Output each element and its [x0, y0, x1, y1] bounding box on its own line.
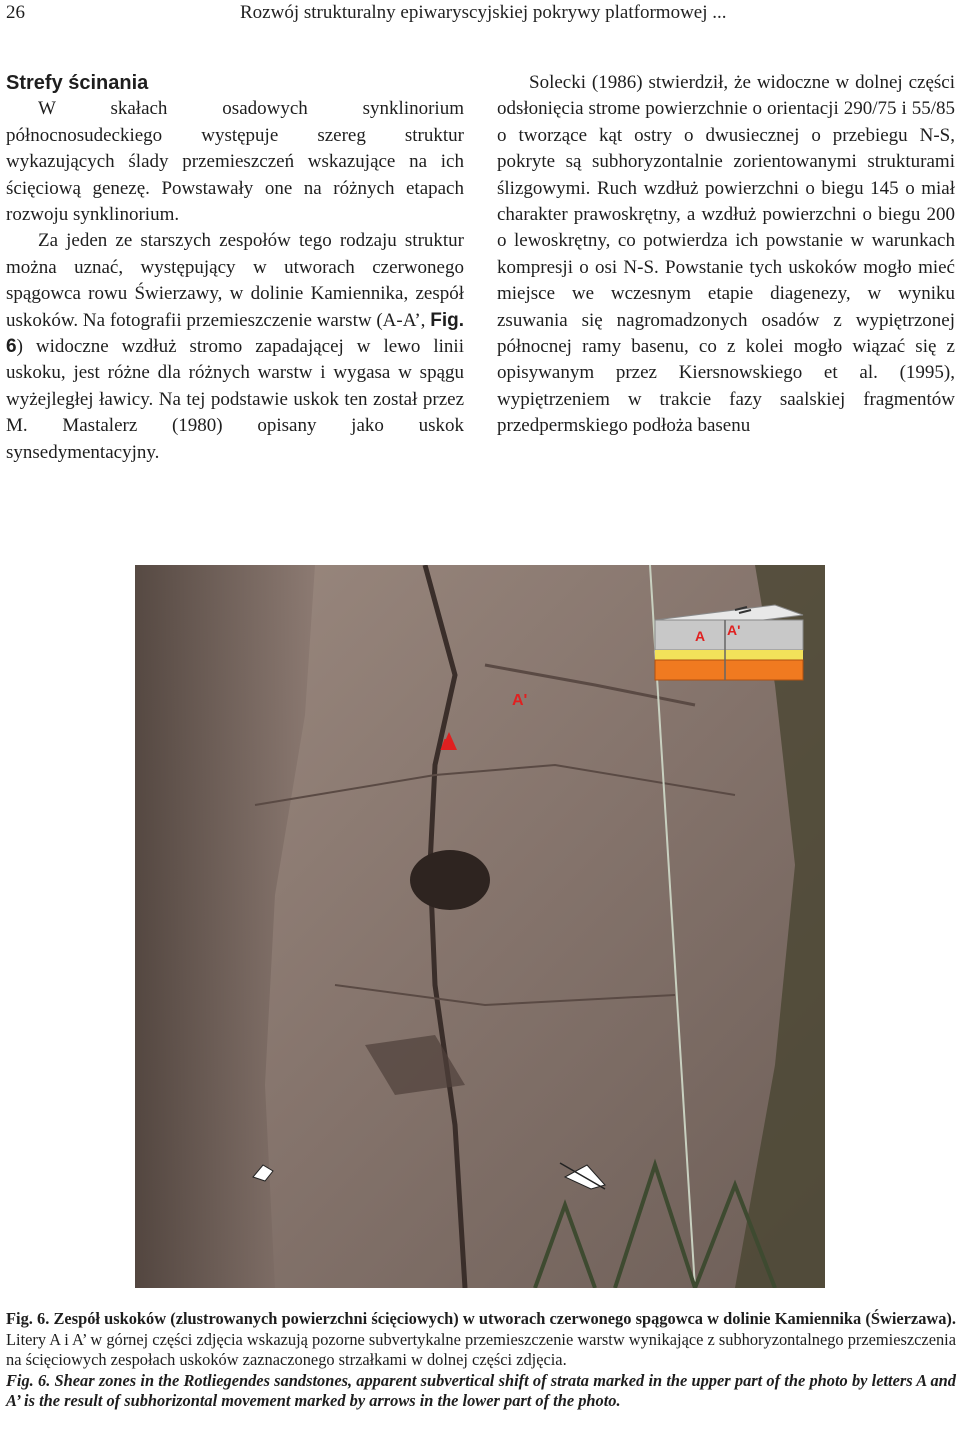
caption-english [6, 1371, 956, 1412]
svg-text:A': A' [512, 692, 528, 709]
left-paragraph-2 [6, 228, 464, 466]
left-paragraph-1: W skałach osadowych synklinorium północnosudeckiego występuje szereg struktur wykazujących ślady przemieszczeń wskazujące na ich ścięciową genezę. Powstawały one na różnych etapach rozwoju synklinorium. [6, 98, 464, 226]
right-paragraph-1: Solecki (1986) stwierdził, że widoczne w dolnej części odsłonięcia strome powierzchnie o orientacji 290/75 i 55/85 o tworzące kąt ostry o dwusiecznej o przebiegu N-S, pokryte są subhoryzontalnie zorientowanymi strukturami ślizgowymi. Ruch wzdłuż powierzchni o biegu 145 o miał charakter prawoskrętny, a wzdłuż powierzchni o biegu 200 o lewoskrętny, co potwierdza ich powstanie w warunkach kompresji o osi N-S. Powstanie tych uskoków mogło mieć miejsce we wczesnym etapie diagenezy, w wyniku zsuwania się nagromadzonych osadów z wypiętrzonej północnej ramy basenu, co z kolei mogło wiązać się z opisywanym przez Kiersnowskiego et al. (1995), wypiętrzeniem w trakcie fazy saalskiej fragmentów przedpermskiego podłoża basenu [497, 72, 955, 437]
svg-text:A: A [440, 737, 452, 754]
section-heading: Strefy ścinania [6, 72, 149, 94]
running-title: Rozwój strukturalny epiwaryscyjskiej pokrywy platformowej ... [240, 2, 727, 23]
figure-caption [6, 1309, 956, 1412]
left-column [6, 70, 464, 466]
figure-reference[interactable]: Fig. 6 [6, 309, 464, 358]
left-paragraph-2-end: ) widoczne wzdłuż stromo zapadającej w lewo linii uskoku, jest różne dla różnych warstw i wygasa w spągu wyżejległej ławicy. Na tej podstawie uskok ten został przez M. Mastalerz (1980) opisany jako uskok synsedymentacyjny. [6, 336, 464, 463]
svg-text:A': A' [727, 622, 741, 638]
right-column [497, 70, 955, 440]
caption-en-label: Fig. 6. [6, 1370, 51, 1390]
page-number: 26 [6, 2, 25, 23]
caption-polish [6, 1309, 956, 1371]
caption-en-text: Shear zones in the Rotliegendes sandstones, apparent subvertical shift of strata marked in the upper part of the photo by letters A and A’ is the result of subhorizontal movement marked by arrows in the lower part of the photo. [6, 1370, 956, 1411]
svg-text:A: A [695, 628, 706, 644]
figure-photo [135, 565, 825, 1288]
caption-pl-title: Zespół uskoków (zlustrowanych powierzchni ścięciowych) w utworach czerwonego spągowca w dolinie Kamiennika (Świerzawa). [53, 1309, 956, 1328]
page-header [6, 2, 946, 28]
rock-outcrop-photo [135, 565, 825, 1288]
marker-a-prime [512, 692, 527, 709]
caption-pl-text: Litery A i A’ w górnej części zdjęcia wskazują pozorne subvertykalne przemieszczenie warstw wynikające z subhoryzontalnego przemieszczenia na ścięciowych zespołach uskoków zaznaczonego strzałkami w dolnej części zdjęcia. [6, 1329, 956, 1370]
caption-pl-label: Fig. 6. [6, 1309, 50, 1328]
left-paragraph-2-start: Za jeden ze starszych zespołów tego rodzaju struktur można uznać, występujący w utworach czerwonego spągowca rowu Świerzawy, w dolinie Kamiennika, zespół uskoków. Na fotografii przemieszczenie warstw (A-A’, [6, 230, 464, 331]
